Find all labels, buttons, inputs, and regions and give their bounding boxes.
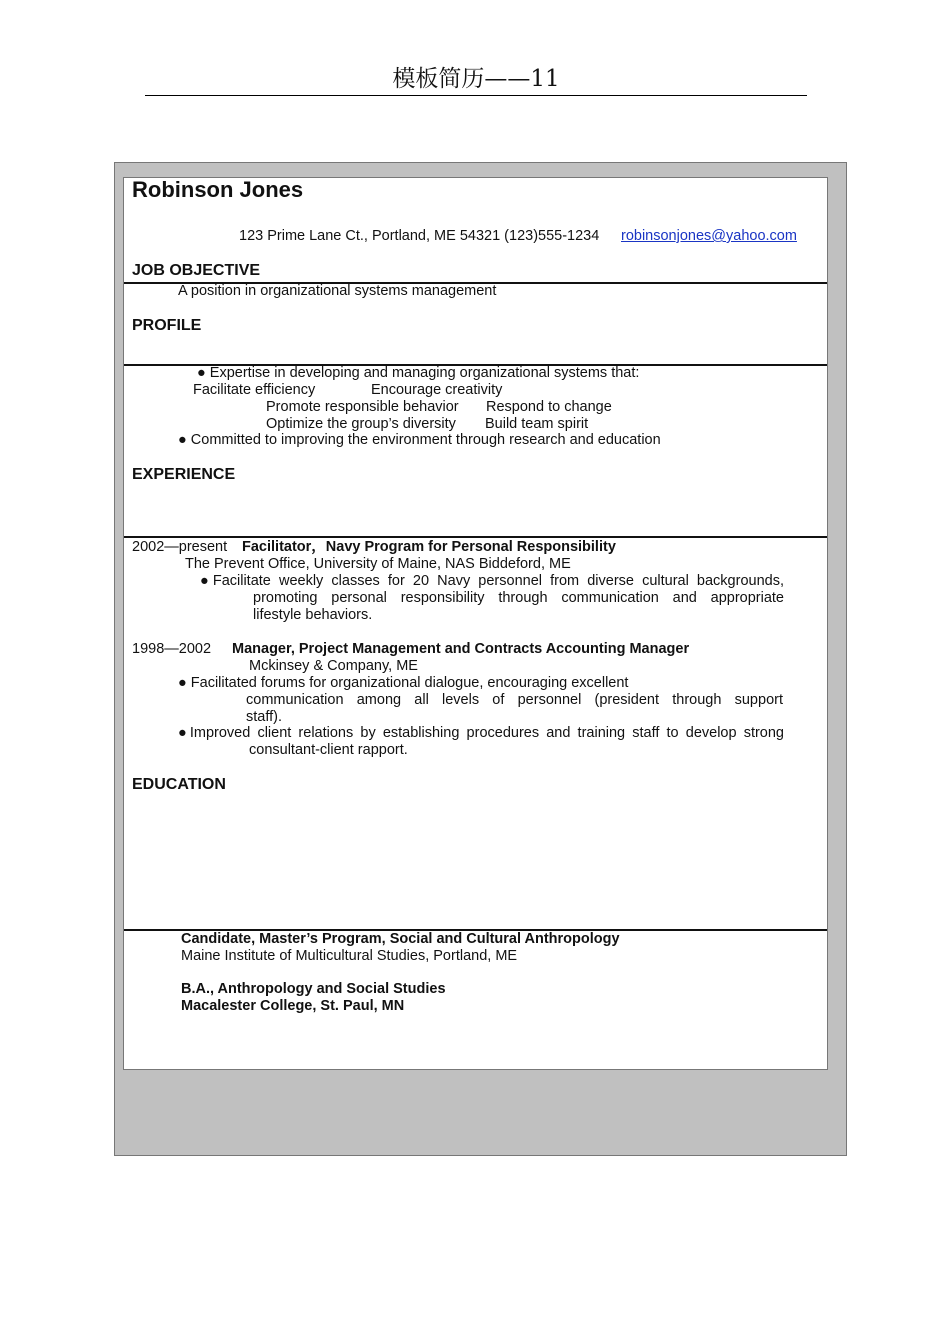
job-bullet-line: promoting personal responsibility through communication and appropriate <box>253 590 784 606</box>
section-job-objective: JOB OBJECTIVE <box>132 262 261 279</box>
profile-skill: Build team spirit <box>485 416 589 432</box>
education-degree: Candidate, Master’s Program, Social and Cultural Anthropology <box>181 931 620 947</box>
job-bullet-line: lifestyle behaviors. <box>253 607 373 623</box>
section-education: EDUCATION <box>132 776 226 793</box>
document-title: 模板简历——11 <box>145 64 807 96</box>
section-experience: EXPERIENCE <box>132 466 236 483</box>
profile-skill: Encourage creativity <box>371 382 503 398</box>
job-bullet-line: staff). <box>246 709 282 725</box>
education-school: Maine Institute of Multicultural Studies, Portland, ME <box>181 948 518 964</box>
job-bullet-line: ● Facilitated forums for organizational dialogue, encouraging excellent <box>178 675 629 691</box>
job-bullet-line: consultant-client rapport. <box>249 742 408 758</box>
profile-skill: Respond to change <box>486 399 612 415</box>
job-organization: The Prevent Office, University of Maine, NAS Biddeford, ME <box>185 556 571 572</box>
job-dates: 2002—present <box>132 539 228 555</box>
job-bullet-line: ●Improved client relations by establishing procedures and training staff to develop strong <box>178 725 784 741</box>
profile-line: ● Expertise in developing and managing organizational systems that: <box>197 365 640 381</box>
contact-address: 123 Prime Lane Ct., Portland, ME 54321 (123)555-1234 <box>239 228 600 244</box>
email-link[interactable]: robinsonjones@yahoo.com <box>621 228 797 244</box>
job-organization: Mckinsey & Company, ME <box>249 658 418 674</box>
job-bullet-line: ●Facilitate weekly classes for 20 Navy personnel from diverse cultural backgrounds, <box>200 573 784 589</box>
job-title: Facilitator，Navy Program for Personal Responsibility <box>242 539 616 555</box>
objective-text: A position in organizational systems management <box>178 283 497 299</box>
section-divider <box>124 536 827 538</box>
profile-skill: Optimize the group’s diversity <box>266 416 456 432</box>
job-title: Manager, Project Management and Contracts Accounting Manager <box>232 641 690 657</box>
education-degree: B.A., Anthropology and Social Studies <box>181 981 446 997</box>
section-profile: PROFILE <box>132 317 202 334</box>
profile-skill: Facilitate efficiency <box>193 382 316 398</box>
education-school: Macalester College, St. Paul, MN <box>181 998 405 1014</box>
candidate-name: Robinson Jones <box>132 177 304 202</box>
profile-skill: Promote responsible behavior <box>266 399 459 415</box>
profile-line: ● Committed to improving the environment through research and education <box>178 432 661 448</box>
job-dates: 1998—2002 <box>132 641 212 657</box>
job-bullet-line: communication among all levels of personnel (president through support <box>246 692 783 708</box>
